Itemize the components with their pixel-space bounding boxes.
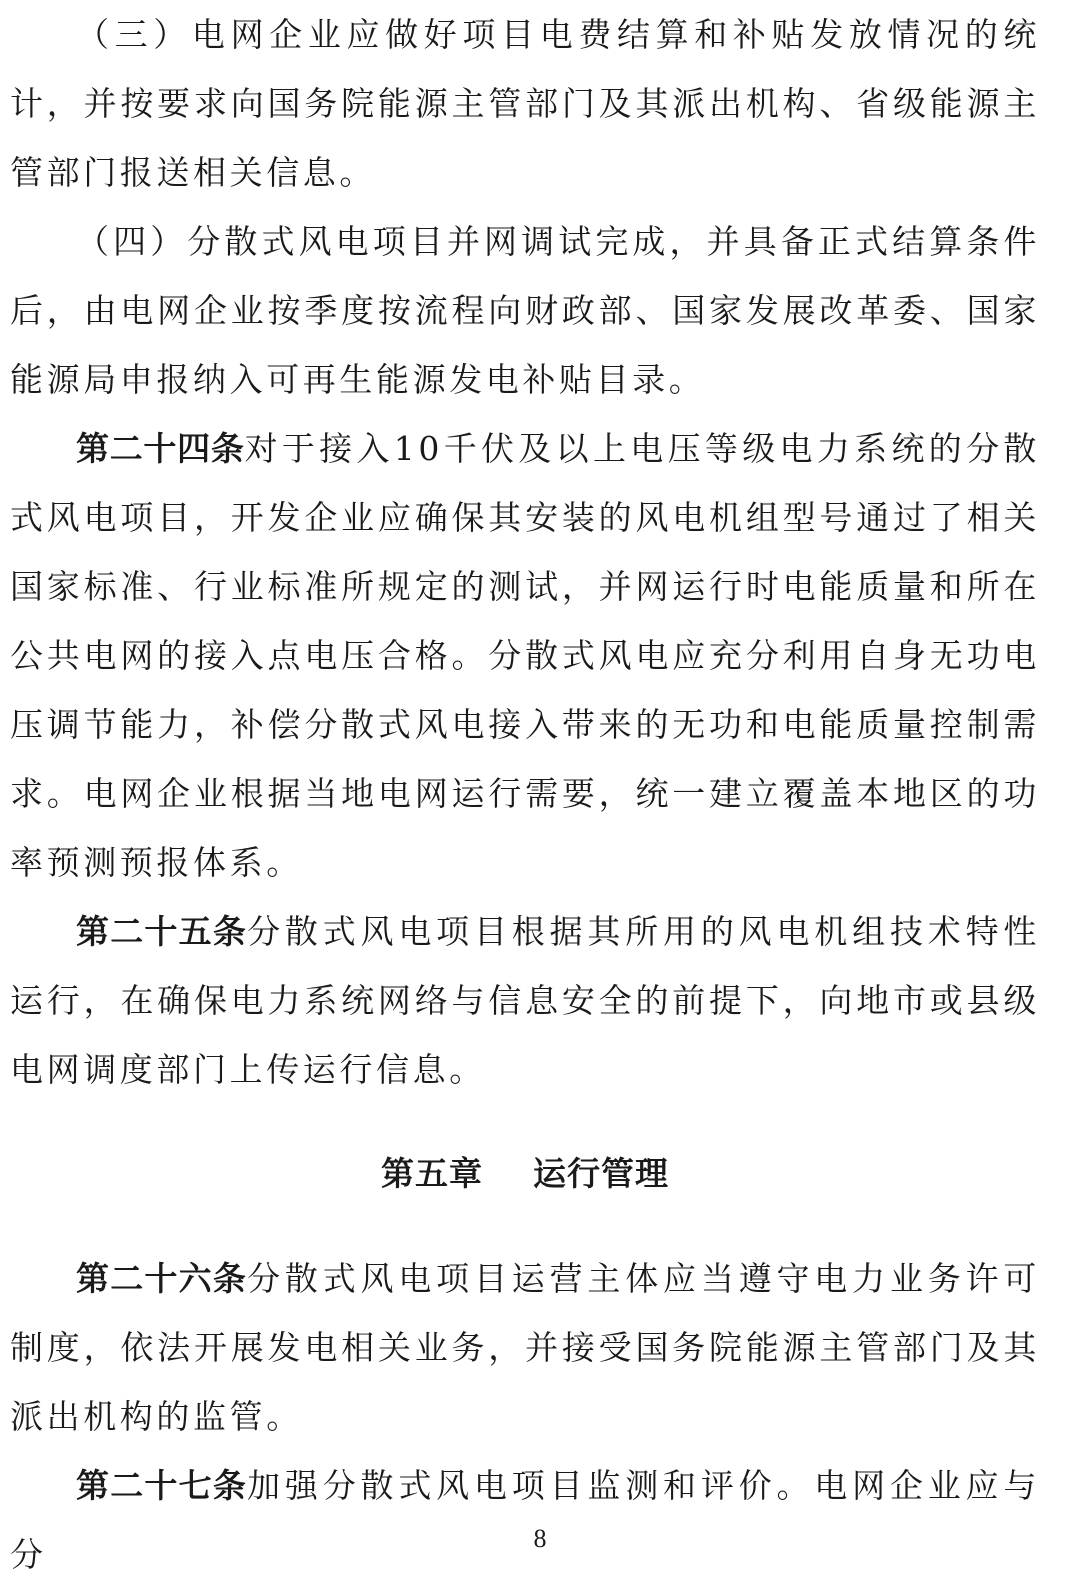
article-24 bbox=[10, 414, 1040, 897]
article-26-text: 分散式风电项目运营主体应当遵守电力业务许可制度，依法开展发电相关业务，并接受国务院能源主管部门及其派出机构的监管。 bbox=[10, 1259, 1040, 1436]
article-25-text: 分散式风电项目根据其所用的风电机组技术特性运行，在确保电力系统网络与信息安全的前提下，向地市或县级电网调度部门上传运行信息。 bbox=[10, 912, 1040, 1089]
chapter-heading bbox=[10, 1104, 1040, 1244]
article-27-number: 第二十七条 bbox=[76, 1466, 248, 1505]
article-26-number: 第二十六条 bbox=[76, 1259, 248, 1298]
article-24-text: 对于接入10千伏及以上电压等级电力系统的分散式风电项目，开发企业应确保其安装的风电机组型号通过了相关国家标准、行业标准所规定的测试，并网运行时电能质量和所在公共电网的接入点电压合格。分散式风电应充分利用自身无功电压调节能力，补偿分散式风电接入带来的无功和电能质量控制需求。电网企业根据当地电网运行需要，统一建立覆盖本地区的功率预测预报体系。 bbox=[10, 429, 1040, 882]
article-25-number: 第二十五条 bbox=[76, 912, 248, 951]
article-27-text: 加强分散式风电项目监测和评价。电网企业应与分 bbox=[10, 1466, 1040, 1574]
paragraph-clause-4: （四）分散式风电项目并网调试完成，并具备正式结算条件后，由电网企业按季度按流程向财政部、国家发展改革委、国家能源局申报纳入可再生能源发电补贴目录。 bbox=[10, 222, 1040, 399]
article-24-number: 第二十四条 bbox=[76, 429, 245, 468]
article-26 bbox=[10, 1244, 1040, 1451]
chapter-number: 第五章 bbox=[381, 1154, 483, 1193]
article-25 bbox=[10, 897, 1040, 1104]
paragraph-clause-3: （三）电网企业应做好项目电费结算和补贴发放情况的统计，并按要求向国务院能源主管部门及其派出机构、省级能源主管部门报送相关信息。 bbox=[10, 15, 1040, 192]
chapter-title: 运行管理 bbox=[533, 1154, 669, 1193]
document-body bbox=[10, 0, 1040, 1589]
page-number: 8 bbox=[533, 1524, 547, 1553]
article-27 bbox=[10, 1451, 1040, 1589]
